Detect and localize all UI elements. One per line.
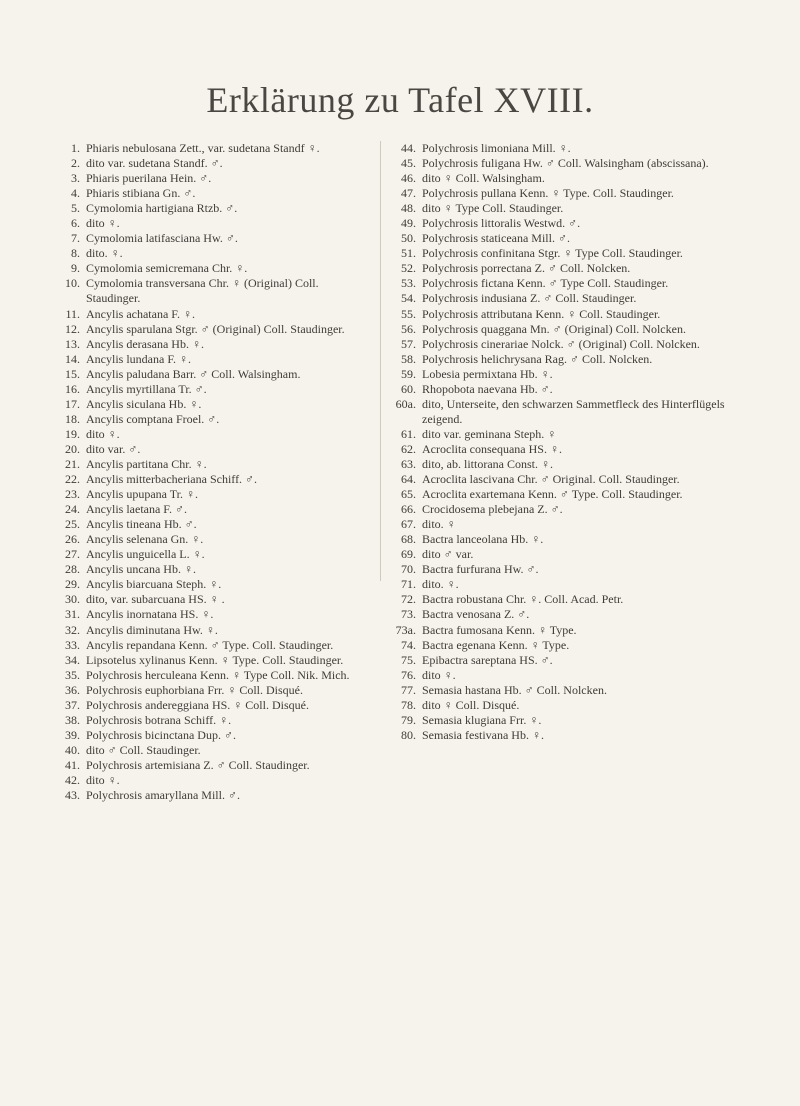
plate-entry <box>56 713 374 728</box>
entry-number: 14. <box>65 351 80 366</box>
entry-number: 48. <box>401 201 416 216</box>
plate-entry <box>56 607 374 622</box>
entry-number: 9. <box>71 261 80 276</box>
plate-entry <box>390 367 762 382</box>
entry-number: 5. <box>71 201 80 216</box>
entry-text: Semasia klugiana Frr. ♀. <box>422 712 542 727</box>
plate-entry <box>390 592 762 607</box>
entry-number: 72. <box>401 592 416 607</box>
plate-entry <box>56 442 374 457</box>
entry-text: Polychrosis bicinctana Dup. ♂. <box>86 727 236 742</box>
entry-text: dito ♂ var. <box>422 547 474 562</box>
entry-number: 61. <box>401 426 416 441</box>
plate-entry <box>56 728 374 743</box>
entry-text: Polychrosis limoniana Mill. ♀. <box>422 141 571 155</box>
plate-entry <box>390 713 762 728</box>
entry-text: Polychrosis littoralis Westwd. ♂. <box>422 216 581 231</box>
plate-entry <box>56 201 374 216</box>
plate-entry <box>56 773 374 788</box>
plate-entry <box>56 623 374 638</box>
entry-number: 66. <box>401 502 416 517</box>
entry-text: dito var. sudetana Standf. ♂. <box>86 156 223 171</box>
entry-text: Phiaris nebulosana Zett., var. sudetana Standf ♀. <box>86 141 320 155</box>
entry-number: 29. <box>65 577 80 592</box>
plate-entry <box>56 412 374 427</box>
plate-entry <box>390 322 762 337</box>
entry-text: Cymolomia latifasciana Hw. ♂. <box>86 231 238 246</box>
entry-text: Polychrosis herculeana Kenn. ♀ Type Coll. Nik. Mich. <box>86 667 350 682</box>
entry-number: 73a. <box>395 622 416 637</box>
plate-entry <box>390 457 762 472</box>
plate-entry <box>390 216 762 231</box>
entry-text: Acroclita exartemana Kenn. ♂ Type. Coll. Staudinger. <box>422 487 683 502</box>
entry-text: Ancylis unguicella L. ♀. <box>86 547 205 562</box>
plate-entry <box>390 502 762 517</box>
entry-number: 46. <box>401 171 416 186</box>
plate-entry <box>390 156 762 171</box>
entry-text: dito ♀. <box>86 216 120 231</box>
entry-number: 67. <box>401 517 416 532</box>
plate-entry <box>56 216 374 231</box>
entry-number: 52. <box>401 261 416 276</box>
plate-entry <box>390 337 762 352</box>
entry-number: 28. <box>65 562 80 577</box>
entry-text: Ancylis biarcuana Steph. ♀. <box>86 577 222 592</box>
plate-entry <box>56 683 374 698</box>
entry-number: 73. <box>401 607 416 622</box>
entry-number: 15. <box>65 366 80 381</box>
entry-number: 19. <box>65 426 80 441</box>
plate-entry <box>56 547 374 562</box>
entry-number: 10. <box>65 276 80 291</box>
entry-text: dito, var. subarcuana HS. ♀ . <box>86 592 225 607</box>
entry-number: 45. <box>401 156 416 171</box>
plate-entry <box>56 487 374 502</box>
entry-number: 53. <box>401 276 416 291</box>
entry-number: 11. <box>65 306 80 321</box>
entry-number: 30. <box>65 592 80 607</box>
entry-text: Ancylis lundana F. ♀. <box>86 351 192 366</box>
entry-number: 27. <box>65 547 80 562</box>
plate-entry <box>56 638 374 653</box>
entry-number: 24. <box>65 502 80 517</box>
entry-number: 74. <box>401 637 416 652</box>
entry-text: Ancylis comptana Froel. ♂. <box>86 411 220 426</box>
entry-number: 22. <box>65 472 80 487</box>
plate-entry <box>56 532 374 547</box>
entry-text: Cymolomia hartigiana Rtzb. ♂. <box>86 201 238 216</box>
entry-text: Polychrosis euphorbiana Frr. ♀ Coll. Disqué. <box>86 682 303 697</box>
entry-text: dito ♂ Coll. Staudinger. <box>86 742 201 757</box>
entry-number: 23. <box>65 487 80 502</box>
entry-text: Ancylis upupana Tr. ♀. <box>86 487 199 502</box>
entry-number: 43. <box>65 788 80 803</box>
entry-text: Semasia festivana Hb. ♀. <box>422 727 544 742</box>
plate-entry <box>56 562 374 577</box>
entry-text: Phiaris stibiana Gn. ♂. <box>86 186 196 201</box>
entry-number: 2. <box>71 156 80 171</box>
plate-entry <box>390 668 762 683</box>
entry-number: 3. <box>71 171 80 186</box>
plate-entry <box>390 291 762 306</box>
entry-number: 8. <box>71 246 80 261</box>
plate-entry <box>56 698 374 713</box>
plate-entry <box>390 352 762 367</box>
entry-text: Polychrosis helichrysana Rag. ♂ Coll. Nolcken. <box>422 351 653 366</box>
entry-number: 76. <box>401 667 416 682</box>
right-column <box>390 141 762 743</box>
plate-entry <box>390 698 762 713</box>
entry-text: Polychrosis fictana Kenn. ♂ Type Coll. Staudinger. <box>422 276 669 291</box>
plate-entry <box>56 141 374 156</box>
plate-entry <box>56 788 374 803</box>
entry-text: Ancylis sparulana Stgr. ♂ (Original) Coll. Staudinger. <box>86 321 345 336</box>
entry-number: 80. <box>401 727 416 742</box>
entry-text: Acroclita consequana HS. ♀. <box>422 441 562 456</box>
entry-number: 31. <box>65 607 80 622</box>
page-title: Erklärung zu Tafel XVIII. <box>206 80 594 120</box>
plate-entry <box>390 427 762 442</box>
entry-text: Ancylis uncana Hb. ♀. <box>86 562 196 577</box>
plate-entry <box>56 246 374 261</box>
entry-number: 16. <box>65 381 80 396</box>
entry-number: 62. <box>401 441 416 456</box>
entry-text: Ancylis siculana Hb. ♀. <box>86 396 202 411</box>
entry-text: Cymolomia transversana Chr. ♀ (Original) Coll. Staudinger. <box>86 276 319 306</box>
entry-number: 63. <box>401 456 416 471</box>
plate-entry <box>390 562 762 577</box>
entry-number: 37. <box>65 697 80 712</box>
entry-text: Ancylis selenana Gn. ♀. <box>86 532 204 547</box>
entry-number: 7. <box>71 231 80 246</box>
plate-entry <box>56 668 374 683</box>
plate-entry <box>56 261 374 276</box>
entry-number: 69. <box>401 547 416 562</box>
entry-number: 44. <box>401 141 416 155</box>
plate-entry <box>390 141 762 156</box>
entry-text: dito ♀ Coll. Walsingham. <box>422 171 545 186</box>
entry-number: 50. <box>401 231 416 246</box>
entry-text: Polychrosis amaryllana Mill. ♂. <box>86 788 240 803</box>
entry-number: 35. <box>65 667 80 682</box>
plate-entry <box>56 653 374 668</box>
plate-entry <box>56 231 374 246</box>
entry-text: Bactra furfurana Hw. ♂. <box>422 562 539 577</box>
plate-entry <box>56 352 374 367</box>
entry-text: Polychrosis quaggana Mn. ♂ (Original) Coll. Nolcken. <box>422 321 686 336</box>
entry-number: 59. <box>401 366 416 381</box>
entry-number: 60. <box>401 381 416 396</box>
entry-text: Bactra lanceolana Hb. ♀. <box>422 532 544 547</box>
entry-number: 41. <box>65 757 80 772</box>
entry-text: Acroclita lascivana Chr. ♂ Original. Coll. Staudinger. <box>422 472 680 487</box>
entry-text: Polychrosis botrana Schiff. ♀. <box>86 712 232 727</box>
entry-number: 32. <box>65 622 80 637</box>
entry-number: 34. <box>65 652 80 667</box>
entry-text: dito, Unterseite, den schwarzen Sammetfleck des Hinterflügels zeigend. <box>422 396 725 426</box>
plate-entry <box>390 487 762 502</box>
plate-entry <box>390 382 762 397</box>
plate-entry <box>390 397 762 427</box>
entry-number: 78. <box>401 697 416 712</box>
plate-entry <box>56 156 374 171</box>
plate-entry <box>390 201 762 216</box>
entry-number: 25. <box>65 517 80 532</box>
entry-text: Ancylis tineana Hb. ♂. <box>86 517 197 532</box>
entry-text: dito. ♀ <box>422 517 456 532</box>
entry-number: 70. <box>401 562 416 577</box>
entry-number: 20. <box>65 441 80 456</box>
entry-number: 13. <box>65 336 80 351</box>
entry-text: Ancylis mitterbacheriana Schiff. ♂. <box>86 472 258 487</box>
entry-text: Crocidosema plebejana Z. ♂. <box>422 502 563 517</box>
entry-number: 51. <box>401 246 416 261</box>
entry-text: Polychrosis andereggiana HS. ♀ Coll. Disqué. <box>86 697 309 712</box>
plate-entry <box>56 457 374 472</box>
entry-text: Ancylis laetana F. ♂. <box>86 502 188 517</box>
plate-entry <box>56 397 374 412</box>
entry-text: dito var. geminana Steph. ♀ <box>422 426 557 441</box>
plate-entry <box>56 427 374 442</box>
plate-entry <box>390 171 762 186</box>
plate-entry <box>56 382 374 397</box>
plate-entry <box>56 743 374 758</box>
entry-text: Polychrosis artemisiana Z. ♂ Coll. Staudinger. <box>86 757 310 772</box>
entry-text: Bactra egenana Kenn. ♀ Type. <box>422 637 570 652</box>
entry-text: dito var. ♂. <box>86 441 141 456</box>
entry-text: Ancylis inornatana HS. ♀. <box>86 607 214 622</box>
entry-text: Bactra venosana Z. ♂. <box>422 607 530 622</box>
entry-number: 18. <box>65 411 80 426</box>
plate-entry <box>56 186 374 201</box>
entry-text: dito. ♀. <box>422 577 459 592</box>
plate-entry <box>390 653 762 668</box>
entry-text: Ancylis paludana Barr. ♂ Coll. Walsingham. <box>86 366 301 381</box>
plate-entry <box>56 171 374 186</box>
plate-entry <box>390 442 762 457</box>
entry-number: 33. <box>65 637 80 652</box>
entry-number: 21. <box>65 456 80 471</box>
entry-text: Ancylis derasana Hb. ♀. <box>86 336 204 351</box>
entry-text: dito. ♀. <box>86 246 123 261</box>
entry-number: 26. <box>65 532 80 547</box>
plate-entry <box>56 502 374 517</box>
entry-number: 68. <box>401 532 416 547</box>
plate-entry <box>390 607 762 622</box>
entry-number: 54. <box>401 291 416 306</box>
entry-text: Ancylis achatana F. ♀. <box>86 306 196 321</box>
entry-number: 40. <box>65 742 80 757</box>
entry-number: 6. <box>71 216 80 231</box>
entry-text: Ancylis repandana Kenn. ♂ Type. Coll. Staudinger. <box>86 637 334 652</box>
plate-entry <box>56 472 374 487</box>
entry-text: dito ♀ Coll. Disqué. <box>422 697 520 712</box>
plate-entry <box>56 322 374 337</box>
entry-text: dito ♀. <box>86 426 120 441</box>
entry-number: 75. <box>401 652 416 667</box>
entry-number: 56. <box>401 321 416 336</box>
entry-number: 39. <box>65 727 80 742</box>
plate-entry <box>390 472 762 487</box>
plate-entry <box>390 638 762 653</box>
plate-entry <box>56 758 374 773</box>
entry-text: Ancylis diminutana Hw. ♀. <box>86 622 218 637</box>
plate-entry <box>390 577 762 592</box>
entry-number: 38. <box>65 712 80 727</box>
plate-entry <box>390 532 762 547</box>
left-column <box>56 141 374 803</box>
entry-text: Ancylis myrtillana Tr. ♂. <box>86 381 207 396</box>
plate-entry <box>390 186 762 201</box>
entry-text: Bactra fumosana Kenn. ♀ Type. <box>422 622 577 637</box>
plate-entry <box>390 231 762 246</box>
entry-number: 79. <box>401 712 416 727</box>
entry-number: 12. <box>65 321 80 336</box>
entry-number: 57. <box>401 336 416 351</box>
entry-text: Polychrosis confinitana Stgr. ♀ Type Coll. Staudinger. <box>422 246 683 261</box>
entry-text: dito, ab. littorana Const. ♀. <box>422 456 553 471</box>
entry-number: 65. <box>401 487 416 502</box>
entry-text: Lipsotelus xylinanus Kenn. ♀ Type. Coll. Staudinger. <box>86 652 344 667</box>
entry-number: 60a. <box>395 396 416 411</box>
entry-number: 17. <box>65 396 80 411</box>
plate-entry <box>56 276 374 306</box>
entry-text: Cymolomia semicremana Chr. ♀. <box>86 261 248 276</box>
entry-text: Bactra robustana Chr. ♀. Coll. Acad. Petr. <box>422 592 624 607</box>
entry-text: dito ♀ Type Coll. Staudinger. <box>422 201 564 216</box>
entry-text: Phiaris puerilana Hein. ♂. <box>86 171 212 186</box>
plate-entry <box>390 517 762 532</box>
plate-entry <box>56 592 374 607</box>
entry-text: Polychrosis attributana Kenn. ♀ Coll. Staudinger. <box>422 306 661 321</box>
entry-text: dito ♀. <box>422 667 456 682</box>
plate-entry <box>390 683 762 698</box>
entry-text: Rhopobota naevana Hb. ♂. <box>422 381 553 396</box>
entry-text: Ancylis partitana Chr. ♀. <box>86 456 207 471</box>
plate-entry <box>56 577 374 592</box>
entry-number: 1. <box>71 141 80 155</box>
plate-entry <box>56 517 374 532</box>
entry-text: Polychrosis fuligana Hw. ♂ Coll. Walsingham (abscissana). <box>422 156 709 171</box>
entry-number: 77. <box>401 682 416 697</box>
plate-entry <box>390 623 762 638</box>
entry-text: Semasia hastana Hb. ♂ Coll. Nolcken. <box>422 682 607 697</box>
plate-entry <box>56 307 374 322</box>
entry-number: 4. <box>71 186 80 201</box>
entry-number: 42. <box>65 772 80 787</box>
entry-text: Polychrosis porrectana Z. ♂ Coll. Nolcken. <box>422 261 631 276</box>
entry-number: 49. <box>401 216 416 231</box>
entry-number: 71. <box>401 577 416 592</box>
entry-text: Polychrosis cinerariae Nolck. ♂ (Original) Coll. Nolcken. <box>422 336 700 351</box>
plate-entry <box>390 246 762 261</box>
entry-text: Polychrosis pullana Kenn. ♀ Type. Coll. Staudinger. <box>422 186 674 201</box>
column-divider <box>380 141 381 581</box>
plate-entry <box>390 307 762 322</box>
entry-text: Lobesia permixtana Hb. ♀. <box>422 366 553 381</box>
entry-text: Epibactra sareptana HS. ♂. <box>422 652 553 667</box>
plate-entry <box>56 337 374 352</box>
entry-number: 64. <box>401 472 416 487</box>
entry-number: 55. <box>401 306 416 321</box>
plate-entry <box>390 547 762 562</box>
entry-number: 58. <box>401 351 416 366</box>
entry-text: dito ♀. <box>86 772 120 787</box>
entry-number: 47. <box>401 186 416 201</box>
entry-text: Polychrosis indusiana Z. ♂ Coll. Staudinger. <box>422 291 637 306</box>
plate-entry <box>390 261 762 276</box>
entry-number: 36. <box>65 682 80 697</box>
plate-entry <box>390 276 762 291</box>
plate-entry <box>56 367 374 382</box>
plate-entry <box>390 728 762 743</box>
entry-text: Polychrosis staticeana Mill. ♂. <box>422 231 570 246</box>
